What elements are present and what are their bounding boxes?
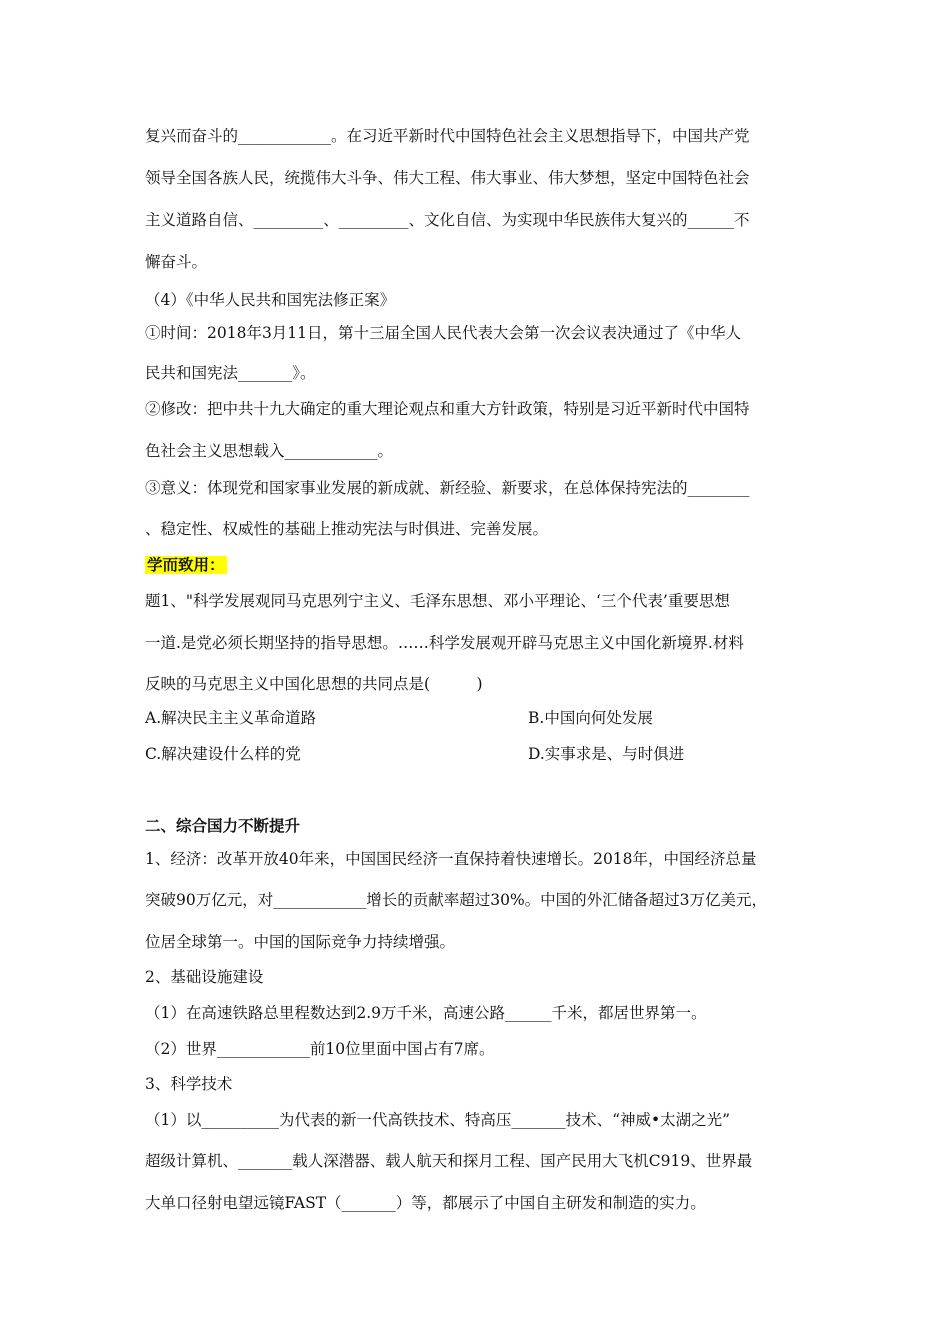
option-b: B.中国向何处发展 — [528, 709, 653, 727]
paragraph-line: 主义道路自信、_________、_________、文化自信、为实现中华民族伟大复兴的______不 — [145, 211, 750, 229]
question-line: 题1、"科学发展观同马克思列宁主义、毛泽东思想、邓小平理论、‘三个代表’重要思想 — [145, 592, 730, 610]
economy-line: 1、经济：改革开放40年来，中国国民经济一直保持着快速增长。2018年，中国经济总量 — [145, 850, 757, 868]
economy-line: 位居全球第一。中国的国际竞争力持续增强。 — [145, 933, 456, 951]
economy-line: 突破90万亿元，对____________增长的贡献率超过30%。中国的外汇储备超过3万亿美元， — [145, 891, 768, 909]
section-heading: 二、综合国力不断提升 — [145, 817, 301, 835]
constitution-revise-line: 色社会主义思想载入____________。 — [145, 442, 394, 460]
constitution-title: （4）《中华人民共和国宪法修正案》 — [145, 291, 396, 309]
constitution-time-line: 民共和国宪法_______》。 — [145, 364, 316, 382]
constitution-meaning-line: 、稳定性、权威性的基础上推动宪法与时俱进、完善发展。 — [145, 520, 549, 538]
constitution-revise-line: ②修改：把中共十九大确定的重大理论观点和重大方针政策，特别是习近平新时代中国特 — [145, 400, 750, 418]
question-line: 一道.是党必须长期坚持的指导思想。……科学发展观开辟马克思主义中国化新境界.材料 — [145, 634, 744, 652]
option-c: C.解决建设什么样的党 — [145, 745, 301, 763]
infrastructure-item: （2）世界____________前10位里面中国占有7席。 — [145, 1040, 495, 1058]
paragraph-line: 懈奋斗。 — [145, 253, 208, 271]
option-d: D.实事求是、与时俱进 — [528, 745, 685, 763]
constitution-meaning-line: ③意义：体现党和国家事业发展的新成就、新经验、新要求，在总体保持宪法的________ — [145, 479, 750, 497]
technology-title: 3、科学技术 — [145, 1075, 233, 1093]
technology-line: 大单口径射电望远镜FAST（_______）等，都展示了中国自主研发和制造的实力。 — [145, 1194, 706, 1212]
technology-line: 超级计算机、_______载人深潜器、载人航天和探月工程、国产民用大飞机C919、世界最 — [145, 1152, 753, 1170]
infrastructure-item: （1）在高速铁路总里程数达到2.9万千米，高速公路______千米，都居世界第一。 — [145, 1004, 707, 1022]
infrastructure-title: 2、基础设施建设 — [145, 968, 264, 986]
constitution-time-line: ①时间：2018年3月11日，第十三届全国人民代表大会第一次会议表决通过了《中华人 — [145, 324, 742, 342]
option-a: A.解决民主主义革命道路 — [145, 709, 317, 727]
question-line: 反映的马克思主义中国化思想的共同点是( ) — [145, 675, 483, 693]
paragraph-line: 复兴而奋斗的____________。在习近平新时代中国特色社会主义思想指导下，中国共产党 — [145, 127, 750, 145]
practice-label-highlight: 学而致用： — [147, 556, 225, 574]
practice-label — [145, 554, 815, 576]
paragraph-line: 领导全国各族人民，统揽伟大斗争、伟大工程、伟大事业、伟大梦想，坚定中国特色社会 — [145, 169, 750, 187]
technology-line: （1）以__________为代表的新一代高铁技术、特高压_______技术、“神威•太湖之光” — [145, 1111, 731, 1129]
